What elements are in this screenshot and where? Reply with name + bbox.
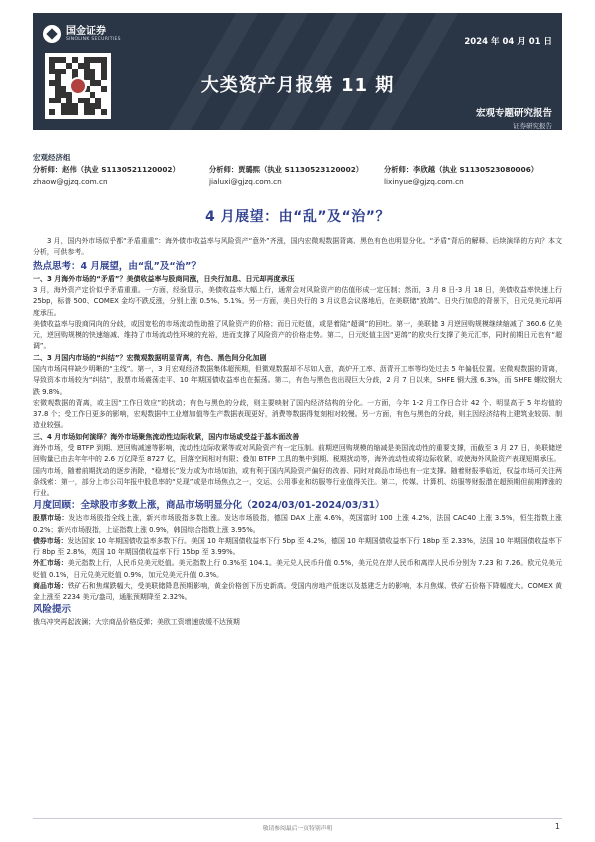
analyst-email[interactable]: jialuxi@gjzq.com.cn	[209, 177, 282, 186]
subsection-title: 一、3 月海外市场的“矛盾”？美债收益率与股商同涨，日央行加息、日元却再度承压	[33, 274, 295, 283]
review-text: 铁矿石和焦煤跌幅大，受美联储降息预期影响，黄金价格创下历史新高。受国内房地产低迷以及基建乏力的影响，本月焦煤、铁矿石价格下降幅度大。COMEX 黄金上涨至 2234 美元/盎司，通胀预期降至 2.32%。	[33, 581, 562, 601]
body-paragraph: 美债收益率与股商同向的分歧，或因宽松的市场流动性助推了风险资产的价格；而日元贬值，或是着陆“超调”的回吐。第一，美联储 3 月逆回购规模继续缩减了 360.6 亿美元，逆回购规模的快速缩减、维持了市场流动性环境的充裕，进而支撑了风险资产的价格走势。第二，日元贬值主因“更鸽”的欧央行支撑了美元汇率，同时前期日元也有“超调”。	[33, 319, 562, 351]
review-text: 发达市场股指全线上涨，新兴市场股指多数上涨。发达市场股指，德国 DAX 上涨 4.6%，英国富时 100 上涨 4.2%，法国 CAC40 上涨 3.5%，恒生指数上涨 0.2%；新兴市场股指，上证指数上涨 0.9%，韩国综合指数上涨 3.95%。	[33, 514, 563, 534]
report-headline: 4 月展望：由“乱”及“治”？	[205, 209, 390, 225]
analyst-email[interactable]: lixinyue@gjzq.com.cn	[384, 177, 464, 186]
review-commodity-market	[33, 581, 562, 604]
report-body	[33, 236, 562, 629]
report-dept: 证券研究报告	[513, 122, 552, 130]
section-title-hot-topic: 热点思考：4 月展望，由“乱”及“治”？	[33, 260, 201, 272]
section-title-risk: 风险提示	[33, 604, 72, 616]
body-paragraph: 国内市场同样缺少明晰的“主线”。第一，3 月宏观经济数据集体超预期，但微观数据却不尽如人意，高炉开工率、沥青开工率等均处过去 5 年偏低位置。宏微观数据的背离，导致资本市场较为“纠结”，股票市场震荡走平、10 年期国债收益率也在振荡。第二，有色与黑色也出现巨大分歧，2 月 7 日以来，SHFE 铜大涨 6.3%，而 SHFE 螺纹钢大跌 9.8%。	[33, 365, 562, 396]
review-label: 债券市场：	[33, 536, 68, 545]
brand-name-en: SINOLINK SECURITIES	[66, 36, 121, 42]
body-paragraph: 宏微观数据的背离，或主因“工作日效应”的扰动；有色与黑色的分歧，则主要映射了国内经济结构的分化。一方面，今年 1-2 月工作日合计 42 个、明显高于 5 年均值的 37.8 个；受工作日更多的影响，宏观数据中工业增加值等生产数据表现更好，消费等数据得复刻相对较慢。另一方面，有色与黑色的分歧，则主因经济结构上建筑业较弱、制造业较强。	[33, 398, 562, 430]
review-label: 商品市场：	[33, 581, 68, 590]
analyst-name: 分析师：赵伟（执业 S1130521120002）	[33, 165, 180, 174]
risk-text: 俄乌冲突再起波澜；大宗商品价格反弹；美欧工资增速放缓不达预期	[33, 618, 240, 627]
body-paragraph: 3 月，海外资产定价似乎矛盾重重。一方面，经验显示，美债收益率大幅上行，通常会对风险资产的估值形成一定压制；然而，3 月 8 日-3 月 18 日，美债收益率快速上行 25bp，标普 500、COMEX 金均不跌反涨，分别上涨 0.5%、5.1%。另一方面，美日央行的 3 月议息会议落地后，在美联储“放鸽”、日央行加息的背景下，日元兑美元却再度承压。	[33, 286, 562, 317]
review-label: 股票市场：	[33, 514, 69, 523]
analyst-name: 分析师：李欣越（执业 S1130523080006）	[384, 165, 539, 174]
brand-logo-icon	[43, 25, 61, 43]
intro-paragraph: 3 月，国内外市场似乎都“矛盾重重”：海外债市收益率与风险资产“意外”齐涨，国内宏微观数据背离、黑色有色也明显分化。“矛盾”背后的解释、后续演绎的方向？本文分析，可供参考。	[33, 237, 562, 257]
subsection-title: 三、4 月市场如何演绎？海外市场聚焦流动性边际收紧，国内市场或受益于基本面改善	[33, 432, 300, 441]
review-text: 美元指数上行，人民币兑美元贬值。美元指数上行 0.3%至 104.1。美元兑人民币升值 0.5%，美元兑在岸人民币和离岸人民币分别为 7.23 和 7.26。欧元兑美元贬值 0.1%，日元兑美元贬值 0.9%，加元兑美元升值 0.3%。	[33, 559, 563, 579]
subsection-title: 二、3 月国内市场的“纠结”？宏微观数据明显背离，有色、黑色间分化加剧	[33, 353, 267, 362]
body-paragraph: 国内市场，随着前期扰动的逐步消除，“稳增长”发力或为市场加油，或有利于国内风险资产偏好的改善、同时对商品市场也有一定支撑。随着财报季临近，权益市场可关注两条线索：第一，部分上市公司年报中股息率的“兑现”或是市场焦点之一，交运、公用事业和纺服等行业值得关注。第二，传媒、计算机、纺服等财报潜在超预期但前期滞涨的行业。	[33, 466, 562, 497]
brand-logo	[43, 25, 121, 43]
review-label: 外汇市场：	[33, 559, 68, 568]
section-title-monthly-review: 月度回顾：全球股市多数上涨，商品市场明显分化（2024/03/01-2024/03/31）	[33, 500, 385, 512]
analyst-list	[33, 164, 562, 188]
review-fx-market	[33, 558, 562, 581]
analyst-item	[209, 164, 384, 188]
analyst-item	[33, 164, 209, 188]
page-footer	[33, 818, 562, 834]
review-stock-market	[33, 513, 562, 536]
analyst-email[interactable]: zhaow@gjzq.com.cn	[33, 177, 108, 186]
report-date: 2024 年 04 月 01 日	[464, 37, 552, 47]
disclaimer-note[interactable]: 敬请参阅最后一页特别声明	[262, 826, 333, 832]
analyst-item	[384, 164, 562, 188]
analyst-name: 分析师：贾璐熙（执业 S1130523120002）	[209, 165, 364, 174]
brand-name-cn: 国金证券	[66, 25, 106, 37]
body-paragraph: 海外市场，受 BTFP 到期、逆回购减速等影响，流动性边际收紧等或对风险资产有一定压制。前期逆回购规模的缩减是美国流动性的重要支撑，而截至 3 月 27 日，美联储逆回购量已由去年年中的 2.6 万亿降至 8727 亿，回落空间相对有限；叠加 BTFP 工具的集中到期、税期扰动等，海外流动性或将边际收紧，或使海外风险资产表现短期承压。	[33, 444, 562, 464]
review-bond-market	[33, 536, 562, 559]
page-number: 1	[554, 822, 560, 831]
report-header-banner	[33, 13, 562, 130]
report-title: 大类资产月报第 11 期	[200, 75, 395, 96]
review-text: 发达国家 10 年期国债收益率多数下行。美国 10 年期国债收益率下行 5bp 至 4.2%，德国 10 年期国债收益率下行 18bp 至 2.33%，法国 10 年期国债收益率下行 8bp 至 2.8%，英国 10 年期国债收益率下行 15bp 至 3.99%。	[33, 536, 562, 556]
team-name: 宏观经济组	[33, 153, 71, 162]
report-type: 宏观专题研究报告	[475, 108, 552, 119]
